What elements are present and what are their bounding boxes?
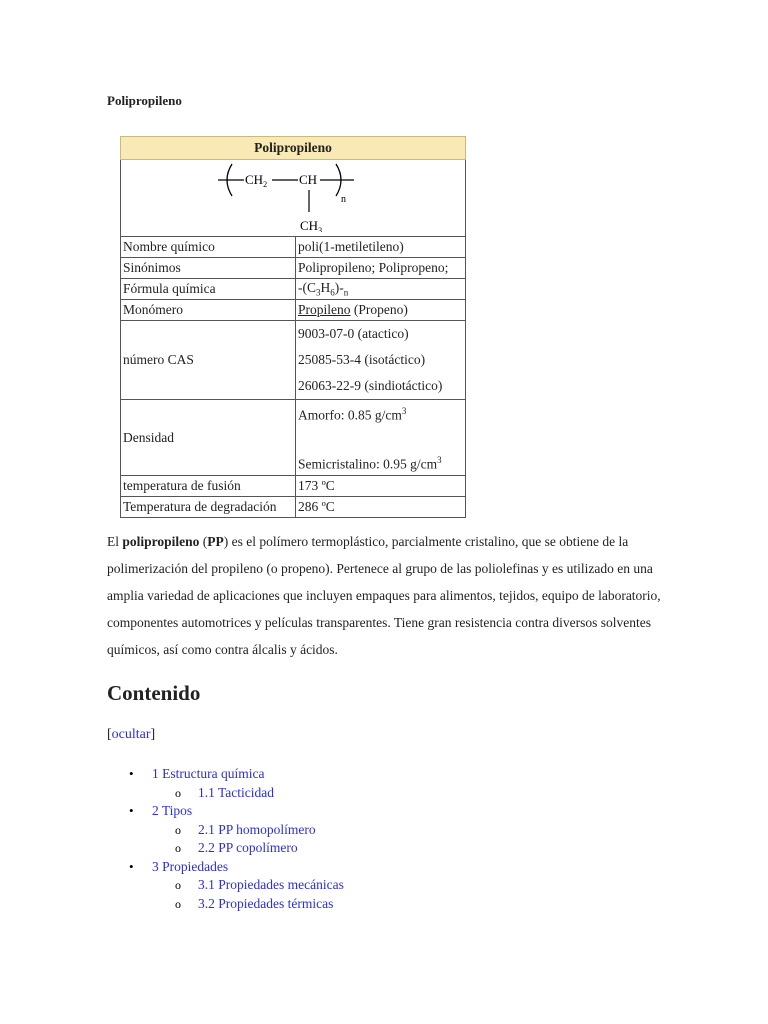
cas-sindiotactico: 26063-22-9 (sindiotáctico) <box>298 378 443 393</box>
ch-text: CH <box>299 172 318 187</box>
repeat-n: n <box>341 194 346 205</box>
monomero-link[interactable]: Propileno <box>298 302 351 317</box>
row-nombre <box>121 237 466 258</box>
row-degradacion <box>121 497 466 518</box>
row-formula <box>121 279 466 300</box>
label-monomero: Monómero <box>121 300 296 321</box>
ch3-text: $CH_3$ <box>300 218 323 232</box>
label-fusion: temperatura de fusión <box>121 476 296 497</box>
structure-formula <box>121 160 466 237</box>
toc-item <box>127 765 344 802</box>
value-fusion: 173 ºC <box>296 476 466 497</box>
hide-contents-link[interactable]: ocultar <box>111 727 151 742</box>
toc-item <box>127 802 344 858</box>
toc-subitem <box>198 876 344 895</box>
contents-title: Contenido <box>107 681 201 705</box>
ch2-text: $CH_2$ <box>245 172 268 189</box>
label-nombre: Nombre químico <box>121 237 296 258</box>
label-sinonimos: Sinónimos <box>121 258 296 279</box>
intro-paragraph: El polipropileno (PP) es el polímero termoplástico, parcialmente cristalino, que se obtiene de la polimerización del propileno (o propeno). Pertenece al grupo de las poliolefinas y es utilizado en una amplia variedad de aplicaciones que incluyen empaques para alimentos, tejidos, equipo de laboratorio, componentes automotrices y películas transparentes. Tiene gran resistencia contra diversos solventes químicos, así como contra álcalis y ácidos. <box>107 534 661 657</box>
toc-link-estructura[interactable]: 1 Estructura química <box>152 766 265 781</box>
cas-isotactico: 25085-53-4 (isotáctico) <box>298 352 426 367</box>
infobox-title: Polipropileno <box>121 137 466 160</box>
toc-link-termicas[interactable]: 3.2 Propiedades térmicas <box>198 895 334 911</box>
page-heading: Polipropileno <box>107 93 182 108</box>
toc-subitem <box>198 895 344 914</box>
value-formula: $-(C_3H_6)-_n$ <box>296 279 466 300</box>
label-densidad: Densidad <box>121 400 296 476</box>
toc-link-mecanicas[interactable]: 3.1 Propiedades mecánicas <box>198 877 344 892</box>
label-formula: Fórmula química <box>121 279 296 300</box>
row-sinonimos <box>121 258 466 279</box>
row-cas <box>121 321 466 400</box>
value-nombre: poli(1-metiletileno) <box>296 237 466 258</box>
densidad-semicristalino: Semicristalino: 0.95 $g/cm^3$ <box>298 454 442 471</box>
row-densidad <box>121 400 466 476</box>
toc-subitem <box>198 821 344 840</box>
value-cas <box>296 321 466 400</box>
value-sinonimos: Polipropileno; Polipropeno; <box>296 258 466 279</box>
cas-atactico: 9003-07-0 (atactico) <box>298 326 409 341</box>
label-degradacion: Temperatura de degradación <box>121 497 296 518</box>
toc-link-copolimero[interactable]: 2.2 PP copolímero <box>198 840 298 855</box>
polypropylene-structure-diagram <box>218 160 368 232</box>
densidad-amorfo: Amorfo: 0.85 $g/cm^3$ <box>298 406 407 423</box>
toc-link-propiedades[interactable]: 3 Propiedades <box>152 858 229 874</box>
value-monomero: Propileno (Propeno) <box>296 300 466 321</box>
value-degradacion: 286 ºC <box>296 497 466 518</box>
infobox-table <box>120 136 466 518</box>
label-cas: número CAS <box>121 321 296 400</box>
contents-toggle: [ocultar] <box>107 727 156 742</box>
row-fusion <box>121 476 466 497</box>
toc-item <box>127 858 344 914</box>
table-of-contents <box>127 765 344 913</box>
toc-subitem <box>198 839 344 858</box>
toc-subitem <box>198 784 344 803</box>
row-monomero <box>121 300 466 321</box>
toc-link-homopolimero[interactable]: 2.1 PP homopolímero <box>198 821 316 837</box>
toc-link-tacticidad[interactable]: 1.1 Tacticidad <box>198 784 275 800</box>
toc-link-tipos[interactable]: 2 Tipos <box>152 803 193 818</box>
value-densidad <box>296 400 466 476</box>
